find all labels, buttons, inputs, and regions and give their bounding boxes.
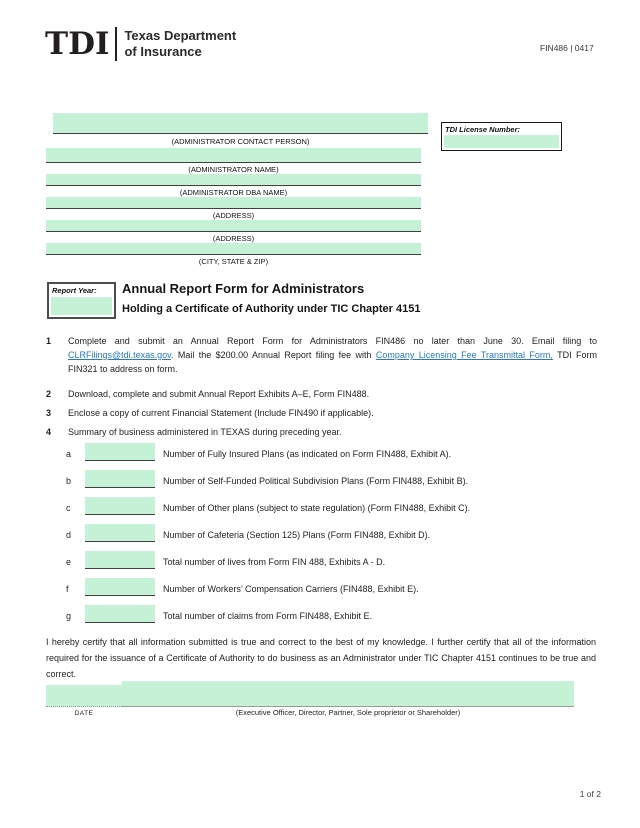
summary-b-field[interactable] <box>85 470 155 488</box>
instruction-item-1 <box>46 334 597 376</box>
agency-name-line1: Texas Department <box>124 28 237 43</box>
agency-name-line2: of Insurance <box>124 44 202 59</box>
agency-name <box>124 28 236 60</box>
administrator-contact-person-field[interactable] <box>53 113 428 134</box>
instruction-1-seg3: TDI Form FIN321 to address on form. <box>68 350 597 374</box>
summary-a-text: Number of Fully Insured Plans (as indicated on Form FIN488, Exhibit A). <box>163 449 452 459</box>
administrator-name-label: (ADMINISTRATOR NAME) <box>188 165 279 174</box>
summary-a-field[interactable] <box>85 443 155 461</box>
instruction-1-text <box>68 334 597 376</box>
instruction-item-2 <box>46 387 597 401</box>
summary-b-text: Number of Self-Funded Political Subdivision Plans (Form FIN488, Exhibit B). <box>163 476 469 486</box>
page-subtitle: Holding a Certificate of Authority under TIC Chapter 4151 <box>122 303 421 315</box>
page-title: Annual Report Form for Administrators <box>122 281 365 296</box>
summary-b-letter: b <box>66 476 72 486</box>
summary-c-field[interactable] <box>85 497 155 515</box>
instruction-1-seg2: . Mail the $200.00 Annual Report filing fee with <box>171 350 376 360</box>
tdi-logo-text: TDI <box>45 25 110 62</box>
form-number: FIN486 | 0417 <box>540 43 594 53</box>
summary-e-text: Total number of lives from Form FIN 488, Exhibits A - D. <box>163 557 386 567</box>
report-year-label: Report Year: <box>52 286 97 295</box>
instruction-2-text: Download, complete and submit Annual Report Exhibits A–E, Form FIN488. <box>68 389 370 399</box>
address-line-1-label: (ADDRESS) <box>212 211 255 220</box>
instruction-3-text: Enclose a copy of current Financial Statement (Include FIN490 if applicable). <box>68 408 374 418</box>
certification-statement: I hereby certify that all information submitted is true and correct to the best of my knowledge. I further certify that all of the information required for the issuance of a Certificate of Authority to do business as an Administrator under TIC Chapter 4151 continues to be true and correct. <box>46 637 596 679</box>
summary-row-b <box>46 470 597 489</box>
tdi-license-number-label: TDI License Number: <box>445 125 521 134</box>
summary-d-text: Number of Cafeteria (Section 125) Plans (Form FIN488, Exhibit D). <box>163 530 431 540</box>
administrator-dba-name-label: (ADMINISTRATOR DBA NAME) <box>179 188 288 197</box>
summary-e-letter: e <box>66 557 72 567</box>
report-year-field[interactable] <box>51 297 112 315</box>
administrator-name-field[interactable] <box>46 148 421 163</box>
tdi-license-number-box <box>441 122 562 151</box>
summary-row-c <box>46 497 597 516</box>
summary-c-text: Number of Other plans (subject to state regulation) (Form FIN488, Exhibit C). <box>163 503 471 513</box>
tdi-logo <box>45 27 236 61</box>
summary-d-letter: d <box>66 530 72 540</box>
summary-f-letter: f <box>66 584 69 594</box>
instruction-2-number: 2 <box>46 389 52 399</box>
report-year-box <box>47 282 116 319</box>
instruction-item-3 <box>46 406 597 420</box>
instruction-4-text: Summary of business administered in TEXAS during preceding year. <box>68 427 342 437</box>
summary-f-field[interactable] <box>85 578 155 596</box>
signer-title-label: (Executive Officer, Director, Partner, Sole proprietor or Shareholder) <box>235 708 461 717</box>
administrator-contact-person-label: (ADMINISTRATOR CONTACT PERSON) <box>171 137 310 146</box>
summary-row-f <box>46 578 597 597</box>
summary-g-field[interactable] <box>85 605 155 623</box>
summary-row-d <box>46 524 597 543</box>
summary-g-text: Total number of claims from Form FIN488, Exhibit E. <box>163 611 373 621</box>
summary-g-letter: g <box>66 611 72 621</box>
logo-divider <box>115 27 117 61</box>
summary-f-text: Number of Workers’ Compensation Carriers (FIN488, Exhibit E). <box>163 584 419 594</box>
city-state-zip-label: (CITY, STATE & ZIP) <box>198 257 269 266</box>
date-label: DATE <box>74 710 94 717</box>
summary-row-a <box>46 443 597 462</box>
instruction-item-4 <box>46 425 597 439</box>
instruction-3-number: 3 <box>46 408 52 418</box>
address-line-2-field[interactable] <box>46 220 421 232</box>
signature-field[interactable] <box>122 681 574 707</box>
instruction-1-number: 1 <box>46 336 52 346</box>
fee-transmittal-form-link[interactable]: Company Licensing Fee Transmittal Form, <box>375 350 553 360</box>
date-field[interactable] <box>46 685 122 707</box>
summary-e-field[interactable] <box>85 551 155 569</box>
clrfilings-email-link[interactable]: CLRFilings@tdi.texas.gov <box>68 350 172 360</box>
tdi-license-number-field[interactable] <box>444 135 559 148</box>
instruction-4-number: 4 <box>46 427 52 437</box>
administrator-dba-name-field[interactable] <box>46 174 421 186</box>
address-line-1-field[interactable] <box>46 197 421 209</box>
city-state-zip-field[interactable] <box>46 243 421 255</box>
summary-c-letter: c <box>66 503 71 513</box>
summary-d-field[interactable] <box>85 524 155 542</box>
summary-row-g <box>46 605 597 624</box>
address-line-2-label: (ADDRESS) <box>212 234 255 243</box>
page-indicator: 1 of 2 <box>579 789 601 799</box>
summary-a-letter: a <box>66 449 72 459</box>
instruction-1-seg1: Complete and submit an Annual Report Form for Administrators FIN486 no later than June 30. Email filing to <box>68 336 597 346</box>
summary-row-e <box>46 551 597 570</box>
